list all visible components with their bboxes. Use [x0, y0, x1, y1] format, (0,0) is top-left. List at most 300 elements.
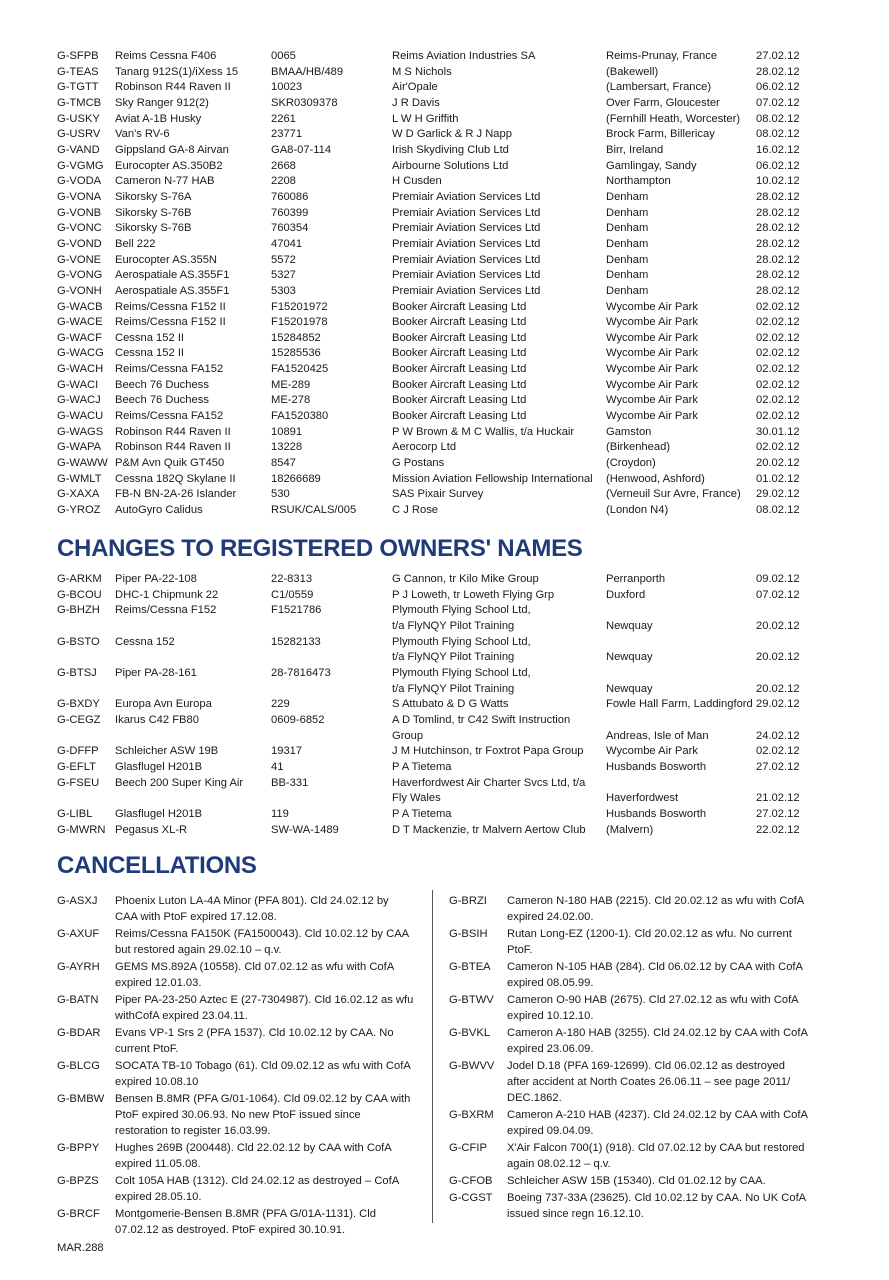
- serial-cell: RSUK/CALS/005: [271, 504, 357, 517]
- location-cell: Denham: [606, 237, 649, 250]
- location-cell: Wycombe Air Park: [606, 394, 698, 407]
- type-cell: AutoGyro Calidus: [115, 504, 203, 517]
- owner-cell: Booker Aircraft Leasing Ltd: [392, 378, 527, 391]
- location-cell: (Malvern): [606, 823, 654, 836]
- owner-cell: Booker Aircraft Leasing Ltd: [392, 394, 527, 407]
- table-row: [57, 697, 827, 713]
- type-cell: Van's RV-6: [115, 128, 170, 141]
- reg-cell: G-DFFP: [57, 745, 99, 758]
- reg-cell: G-BCOU: [57, 588, 102, 601]
- table-row: [57, 112, 827, 128]
- table-row: [57, 284, 827, 300]
- date-cell: 27.02.12: [756, 807, 800, 820]
- date-cell: 02.02.12: [756, 316, 800, 329]
- reg-cell: G-WAWW: [57, 457, 108, 470]
- type-cell: Sikorsky S-76A: [115, 190, 192, 203]
- date-cell: 08.02.12: [756, 112, 800, 125]
- owner-cell: Aerocorp Ltd: [392, 441, 457, 454]
- serial-cell: 530: [271, 488, 290, 501]
- table-row: [57, 503, 827, 519]
- date-cell: 02.02.12: [756, 331, 800, 344]
- table-row: [57, 603, 827, 619]
- cancellations-right-column: [449, 893, 809, 1223]
- reg-cell: G-VONG: [57, 269, 103, 282]
- type-cell: Piper PA-28-161: [115, 666, 197, 679]
- reg-cell: G-LIBL: [57, 807, 93, 820]
- owner-cell: Premiair Aviation Services Ltd: [392, 222, 541, 235]
- owner-cell: Plymouth Flying School Ltd,: [392, 604, 531, 617]
- cancellation-entry: [57, 1058, 414, 1090]
- date-cell: 16.02.12: [756, 143, 800, 156]
- reg-cell: G-USRV: [57, 128, 101, 141]
- cancellation-entry: [449, 1190, 809, 1222]
- cancellation-reg: G-BWVV: [449, 1060, 495, 1072]
- reg-cell: G-USKY: [57, 112, 100, 125]
- cancellation-reg: G-AYRH: [57, 961, 100, 973]
- serial-cell: 5572: [271, 253, 296, 266]
- location-cell: (Croydon): [606, 457, 656, 470]
- owner-cell: Mission Aviation Fellowship International: [392, 472, 593, 485]
- reg-cell: G-WACG: [57, 347, 104, 360]
- cancellation-reg: G-BRZI: [449, 895, 487, 907]
- serial-cell: 15285536: [271, 347, 321, 360]
- date-cell: 02.02.12: [756, 745, 800, 758]
- serial-cell: 2668: [271, 159, 296, 172]
- table-row: [57, 331, 827, 347]
- type-cell: Cameron N-77 HAB: [115, 175, 215, 188]
- location-cell: (Birkenhead): [606, 441, 671, 454]
- cancellation-text: Bensen B.8MR (PFA G/01-1064). Cld 09.02.12 by CAA with PtoF expired 30.06.93. No new PtoF issued since restoration to register 16.03.99.: [115, 1093, 411, 1137]
- location-cell: Northampton: [606, 175, 671, 188]
- type-cell: Europa Avn Europa: [115, 698, 212, 711]
- date-cell: 28.02.12: [756, 190, 800, 203]
- reg-cell: G-TGTT: [57, 81, 99, 94]
- type-cell: Beech 200 Super King Air: [115, 776, 244, 789]
- type-cell: Reims/Cessna F152 II: [115, 316, 226, 329]
- table-row: [57, 635, 827, 651]
- serial-cell: 5327: [271, 269, 296, 282]
- cancellation-text: Colt 105A HAB (1312). Cld 24.02.12 as destroyed – CofA expired 28.05.10.: [115, 1175, 399, 1203]
- owner-cell: Booker Aircraft Leasing Ltd: [392, 410, 527, 423]
- cancellation-text: Cameron A-210 HAB (4237). Cld 24.02.12 by CAA with CofA expired 09.04.09.: [507, 1109, 808, 1137]
- owner-cell: S Attubato & D G Watts: [392, 698, 509, 711]
- location-cell: Denham: [606, 284, 649, 297]
- cancellation-text: X'Air Falcon 700(1) (918). Cld 07.02.12 by CAA but restored again 08.02.12 – q.v.: [507, 1142, 805, 1170]
- cancellation-entry: [57, 1091, 414, 1139]
- cancellation-text: Evans VP-1 Srs 2 (PFA 1537). Cld 10.02.12 by CAA. No current PtoF.: [115, 1027, 394, 1055]
- serial-cell: 23771: [271, 128, 303, 141]
- type-cell: Reims Cessna F406: [115, 50, 217, 62]
- type-cell: Sikorsky S-76B: [115, 206, 192, 219]
- table-row: [57, 619, 827, 635]
- owner-cell: J R Davis: [392, 96, 440, 109]
- type-cell: DHC-1 Chipmunk 22: [115, 588, 219, 601]
- owner-cell: J M Hutchinson, tr Foxtrot Papa Group: [392, 745, 584, 758]
- owner-cell: A D Tomlind, tr C42 Swift Instruction: [392, 713, 571, 726]
- date-cell: 06.02.12: [756, 159, 800, 172]
- type-cell: Cessna 152: [115, 635, 175, 648]
- location-cell: Husbands Bosworth: [606, 807, 707, 820]
- date-cell: 28.02.12: [756, 206, 800, 219]
- location-cell: Wycombe Air Park: [606, 347, 698, 360]
- cancellation-entry: [449, 1058, 809, 1106]
- table-row: [57, 362, 827, 378]
- owner-cell: Booker Aircraft Leasing Ltd: [392, 316, 527, 329]
- owner-cell: Booker Aircraft Leasing Ltd: [392, 363, 527, 376]
- owner-cell: Air'Opale: [392, 81, 438, 94]
- reg-cell: G-MWRN: [57, 823, 106, 836]
- date-cell: 01.02.12: [756, 472, 800, 485]
- owner-cell: Group: [392, 729, 424, 742]
- owner-cell: Premiair Aviation Services Ltd: [392, 237, 541, 250]
- cancellation-reg: G-BPZS: [57, 1175, 99, 1187]
- location-cell: Newquay: [606, 651, 653, 664]
- cancellation-entry: [449, 992, 809, 1024]
- cancellation-reg: G-BTWV: [449, 994, 494, 1006]
- cancellation-text: Phoenix Luton LA-4A Minor (PFA 801). Cld 24.02.12 by CAA with PtoF expired 17.12.08.: [115, 895, 389, 923]
- location-cell: Gamston: [606, 425, 652, 438]
- location-cell: Gamlingay, Sandy: [606, 159, 697, 172]
- reg-cell: G-CEGZ: [57, 713, 101, 726]
- reg-cell: G-WACJ: [57, 394, 101, 407]
- date-cell: 20.02.12: [756, 682, 800, 695]
- serial-cell: C1/0559: [271, 588, 314, 601]
- location-cell: Wycombe Air Park: [606, 410, 698, 423]
- table-row: [57, 206, 827, 222]
- serial-cell: FA1520380: [271, 410, 329, 423]
- reg-cell: G-VONH: [57, 284, 102, 297]
- owner-cell: Airbourne Solutions Ltd: [392, 159, 509, 172]
- cancellation-reg: G-CGST: [449, 1192, 493, 1204]
- table-row: [57, 776, 827, 792]
- date-cell: 02.02.12: [756, 441, 800, 454]
- table-row: [57, 378, 827, 394]
- reg-cell: G-BTSJ: [57, 666, 97, 679]
- serial-cell: ME-289: [271, 378, 311, 391]
- location-cell: (London N4): [606, 504, 669, 517]
- serial-cell: SKR0309378: [271, 96, 338, 109]
- location-cell: (Bakewell): [606, 65, 659, 78]
- location-cell: Wycombe Air Park: [606, 745, 698, 758]
- serial-cell: 15284852: [271, 331, 321, 344]
- serial-cell: SW-WA-1489: [271, 823, 339, 836]
- table-row: [57, 713, 827, 729]
- type-cell: FB-N BN-2A-26 Islander: [115, 488, 237, 501]
- type-cell: Sky Ranger 912(2): [115, 96, 209, 109]
- date-cell: 27.02.12: [756, 50, 800, 62]
- location-cell: Fowle Hall Farm, Laddingford: [606, 698, 753, 711]
- cancellation-text: Cameron N-105 HAB (284). Cld 06.02.12 by CAA with CofA expired 08.05.99.: [507, 961, 803, 989]
- date-cell: 27.02.12: [756, 760, 800, 773]
- reg-cell: G-WAGS: [57, 425, 104, 438]
- date-cell: 02.02.12: [756, 394, 800, 407]
- owner-cell: t/a FlyNQY Pilot Training: [392, 682, 515, 695]
- location-cell: Wycombe Air Park: [606, 378, 698, 391]
- table-row: [57, 425, 827, 441]
- cancellation-entry: [57, 1140, 414, 1172]
- cancellation-text: Cameron A-180 HAB (3255). Cld 24.02.12 by CAA with CofA expired 23.06.09.: [507, 1027, 808, 1055]
- serial-cell: 10023: [271, 81, 303, 94]
- type-cell: Reims/Cessna F152: [115, 604, 217, 617]
- date-cell: 28.02.12: [756, 222, 800, 235]
- table-row: [57, 729, 827, 745]
- location-cell: Brock Farm, Billericay: [606, 128, 715, 141]
- owner-cell: Fly Wales: [392, 792, 441, 805]
- table-row: [57, 456, 827, 472]
- reg-cell: G-WACU: [57, 410, 104, 423]
- date-cell: 02.02.12: [756, 410, 800, 423]
- table-row: [57, 440, 827, 456]
- cancellation-text: Montgomerie-Bensen B.8MR (PFA G/01A-1131). Cld 07.02.12 as destroyed. PtoF expired 30.10.91.: [115, 1208, 376, 1236]
- serial-cell: BB-331: [271, 776, 309, 789]
- serial-cell: GA8-07-114: [271, 143, 332, 156]
- location-cell: Duxford: [606, 588, 646, 601]
- date-cell: 10.02.12: [756, 175, 800, 188]
- date-cell: 07.02.12: [756, 588, 800, 601]
- cancellation-reg: G-BATN: [57, 994, 99, 1006]
- type-cell: Reims/Cessna FA152: [115, 410, 224, 423]
- date-cell: 02.02.12: [756, 363, 800, 376]
- reg-cell: G-TMCB: [57, 96, 102, 109]
- reg-cell: G-WACH: [57, 363, 104, 376]
- type-cell: Beech 76 Duchess: [115, 378, 209, 391]
- cancellation-text: Piper PA-23-250 Aztec E (27-7304987). Cld 16.02.12 as wfu withCofA expired 23.04.11.: [115, 994, 414, 1022]
- date-cell: 07.02.12: [756, 96, 800, 109]
- serial-cell: FA1520425: [271, 363, 329, 376]
- owner-cell: SAS Pixair Survey: [392, 488, 484, 501]
- location-cell: (Verneuil Sur Avre, France): [606, 488, 741, 501]
- owner-cell: P W Brown & M C Wallis, t/a Huckair: [392, 425, 575, 438]
- serial-cell: F1521786: [271, 604, 322, 617]
- reg-cell: G-BHZH: [57, 604, 100, 617]
- owner-cell: P J Loweth, tr Loweth Flying Grp: [392, 588, 555, 601]
- table-row: [57, 237, 827, 253]
- changes-table: [57, 572, 827, 838]
- reg-cell: G-WACE: [57, 316, 103, 329]
- cancellation-reg: G-CFOB: [449, 1175, 493, 1187]
- column-divider: [432, 890, 433, 1223]
- reg-cell: G-FSEU: [57, 776, 100, 789]
- location-cell: Haverfordwest: [606, 792, 679, 805]
- date-cell: 29.02.12: [756, 488, 800, 501]
- registrations-table: [57, 49, 827, 519]
- owner-cell: Plymouth Flying School Ltd,: [392, 666, 531, 679]
- type-cell: Cessna 152 II: [115, 331, 185, 344]
- cancellation-reg: G-BDAR: [57, 1027, 101, 1039]
- reg-cell: G-VONA: [57, 190, 102, 203]
- serial-cell: 2261: [271, 112, 296, 125]
- cancellation-entry: [57, 1206, 414, 1238]
- serial-cell: 8547: [271, 457, 296, 470]
- table-row: [57, 253, 827, 269]
- location-cell: Wycombe Air Park: [606, 316, 698, 329]
- type-cell: Cessna 152 II: [115, 347, 185, 360]
- owner-cell: L W H Griffith: [392, 112, 459, 125]
- table-row: [57, 823, 827, 839]
- type-cell: Eurocopter AS.350B2: [115, 159, 223, 172]
- serial-cell: 2208: [271, 175, 296, 188]
- cancellations-left-column: [57, 893, 414, 1239]
- reg-cell: G-WACI: [57, 378, 99, 391]
- cancellation-reg: G-BSIH: [449, 928, 488, 940]
- table-row: [57, 393, 827, 409]
- date-cell: 20.02.12: [756, 457, 800, 470]
- owner-cell: G Cannon, tr Kilo Mike Group: [392, 573, 539, 585]
- date-cell: 24.02.12: [756, 729, 800, 742]
- owner-cell: P A Tietema: [392, 760, 452, 773]
- serial-cell: 119: [271, 807, 289, 820]
- type-cell: Pegasus XL-R: [115, 823, 188, 836]
- location-cell: Newquay: [606, 619, 653, 632]
- table-row: [57, 159, 827, 175]
- type-cell: Reims/Cessna F152 II: [115, 300, 226, 313]
- table-row: [57, 96, 827, 112]
- type-cell: Piper PA-22-108: [115, 573, 197, 585]
- table-row: [57, 666, 827, 682]
- reg-cell: G-BSTO: [57, 635, 100, 648]
- serial-cell: 0065: [271, 50, 296, 62]
- type-cell: Robinson R44 Raven II: [115, 425, 231, 438]
- serial-cell: 13228: [271, 441, 303, 454]
- cancellations-heading: CANCELLATIONS: [57, 852, 257, 879]
- owner-cell: Booker Aircraft Leasing Ltd: [392, 347, 527, 360]
- serial-cell: 760086: [271, 190, 309, 203]
- owner-cell: P A Tietema: [392, 807, 452, 820]
- table-row: [57, 650, 827, 666]
- location-cell: Perranporth: [606, 573, 666, 585]
- location-cell: Wycombe Air Park: [606, 331, 698, 344]
- owner-cell: t/a FlyNQY Pilot Training: [392, 619, 515, 632]
- serial-cell: 47041: [271, 237, 303, 250]
- date-cell: 02.02.12: [756, 300, 800, 313]
- owner-cell: W D Garlick & R J Napp: [392, 128, 512, 141]
- table-row: [57, 409, 827, 425]
- cancellation-text: Schleicher ASW 15B (15340). Cld 01.02.12 by CAA.: [507, 1175, 766, 1187]
- owner-cell: M S Nichols: [392, 65, 452, 78]
- reg-cell: G-ARKM: [57, 573, 102, 585]
- owner-cell: Booker Aircraft Leasing Ltd: [392, 300, 527, 313]
- reg-cell: G-EFLT: [57, 760, 96, 773]
- serial-cell: 760354: [271, 222, 309, 235]
- reg-cell: G-XAXA: [57, 488, 100, 501]
- date-cell: 06.02.12: [756, 81, 800, 94]
- serial-cell: 28-7816473: [271, 666, 331, 679]
- owner-cell: H Cusden: [392, 175, 442, 188]
- owner-cell: Haverfordwest Air Charter Svcs Ltd, t/a: [392, 776, 586, 789]
- cancellation-entry: [57, 959, 414, 991]
- type-cell: Robinson R44 Raven II: [115, 441, 231, 454]
- date-cell: 29.02.12: [756, 698, 800, 711]
- cancellation-reg: G-BPPY: [57, 1142, 100, 1154]
- owner-cell: C J Rose: [392, 504, 439, 517]
- owner-cell: Reims Aviation Industries SA: [392, 50, 536, 62]
- type-cell: Aviat A-1B Husky: [115, 112, 202, 125]
- table-row: [57, 487, 827, 503]
- owner-cell: Booker Aircraft Leasing Ltd: [392, 331, 527, 344]
- cancellation-entry: [449, 926, 809, 958]
- table-row: [57, 49, 827, 65]
- cancellation-entry: [449, 1107, 809, 1139]
- reg-cell: G-VGMG: [57, 159, 104, 172]
- reg-cell: G-WACF: [57, 331, 102, 344]
- table-row: [57, 760, 827, 776]
- owner-cell: Premiair Aviation Services Ltd: [392, 269, 541, 282]
- type-cell: Tanarg 912S(1)/iXess 15: [115, 65, 239, 78]
- type-cell: Eurocopter AS.355N: [115, 253, 217, 266]
- owner-cell: Irish Skydiving Club Ltd: [392, 143, 509, 156]
- cancellation-text: GEMS MS.892A (10558). Cld 07.02.12 as wfu with CofA expired 12.01.03.: [115, 961, 394, 989]
- cancellation-reg: G-BRCF: [57, 1208, 100, 1220]
- changes-heading: CHANGES TO REGISTERED OWNERS' NAMES: [57, 535, 583, 562]
- type-cell: Robinson R44 Raven II: [115, 81, 231, 94]
- cancellation-reg: G-CFIP: [449, 1142, 487, 1154]
- owner-cell: D T Mackenzie, tr Malvern Aertow Club: [392, 823, 586, 836]
- location-cell: Denham: [606, 269, 649, 282]
- type-cell: Aerospatiale AS.355F1: [115, 269, 230, 282]
- cancellation-text: Boeing 737-33A (23625). Cld 10.02.12 by CAA. No UK CofA issued since regn 16.12.10.: [507, 1192, 806, 1220]
- table-row: [57, 268, 827, 284]
- owner-cell: Premiair Aviation Services Ltd: [392, 284, 541, 297]
- date-cell: 20.02.12: [756, 619, 800, 632]
- date-cell: 20.02.12: [756, 651, 800, 664]
- owner-cell: Premiair Aviation Services Ltd: [392, 206, 541, 219]
- date-cell: 28.02.12: [756, 284, 800, 297]
- cancellation-entry: [449, 959, 809, 991]
- reg-cell: G-YROZ: [57, 504, 101, 517]
- cancellation-entry: [449, 1140, 809, 1172]
- location-cell: Birr, Ireland: [606, 143, 664, 156]
- table-row: [57, 744, 827, 760]
- table-row: [57, 682, 827, 698]
- cancellation-text: Reims/Cessna FA150K (FA1500043). Cld 10.02.12 by CAA but restored again 29.02.10 – q.v.: [115, 928, 409, 956]
- serial-cell: 15282133: [271, 635, 321, 648]
- cancellation-text: SOCATA TB-10 Tobago (61). Cld 09.02.12 as wfu with CofA expired 10.08.10: [115, 1060, 411, 1088]
- owner-cell: G Postans: [392, 457, 445, 470]
- cancellation-reg: G-BMBW: [57, 1093, 105, 1105]
- location-cell: Wycombe Air Park: [606, 363, 698, 376]
- date-cell: 21.02.12: [756, 792, 800, 805]
- type-cell: Glasflugel H201B: [115, 760, 203, 773]
- date-cell: 02.02.12: [756, 347, 800, 360]
- type-cell: Reims/Cessna FA152: [115, 363, 224, 376]
- table-row: [57, 346, 827, 362]
- owner-cell: Premiair Aviation Services Ltd: [392, 253, 541, 266]
- serial-cell: 22-8313: [271, 573, 313, 585]
- table-row: [57, 315, 827, 331]
- date-cell: 02.02.12: [756, 378, 800, 391]
- reg-cell: G-VAND: [57, 143, 100, 156]
- cancellation-reg: G-AXUF: [57, 928, 100, 940]
- serial-cell: BMAA/HB/489: [271, 65, 344, 78]
- date-cell: 22.02.12: [756, 823, 800, 836]
- type-cell: Schleicher ASW 19B: [115, 745, 219, 758]
- location-cell: Denham: [606, 206, 649, 219]
- serial-cell: 229: [271, 698, 290, 711]
- table-row: [57, 65, 827, 81]
- reg-cell: G-BXDY: [57, 698, 100, 711]
- type-cell: Bell 222: [115, 237, 156, 250]
- reg-cell: G-VOND: [57, 237, 102, 250]
- reg-cell: G-WACB: [57, 300, 103, 313]
- cancellation-entry: [57, 893, 414, 925]
- table-row: [57, 572, 827, 588]
- table-row: [57, 588, 827, 604]
- serial-cell: 18266689: [271, 472, 321, 485]
- reg-cell: G-VONB: [57, 206, 102, 219]
- location-cell: (Fernhill Heath, Worcester): [606, 112, 741, 125]
- date-cell: 28.02.12: [756, 269, 800, 282]
- location-cell: Wycombe Air Park: [606, 300, 698, 313]
